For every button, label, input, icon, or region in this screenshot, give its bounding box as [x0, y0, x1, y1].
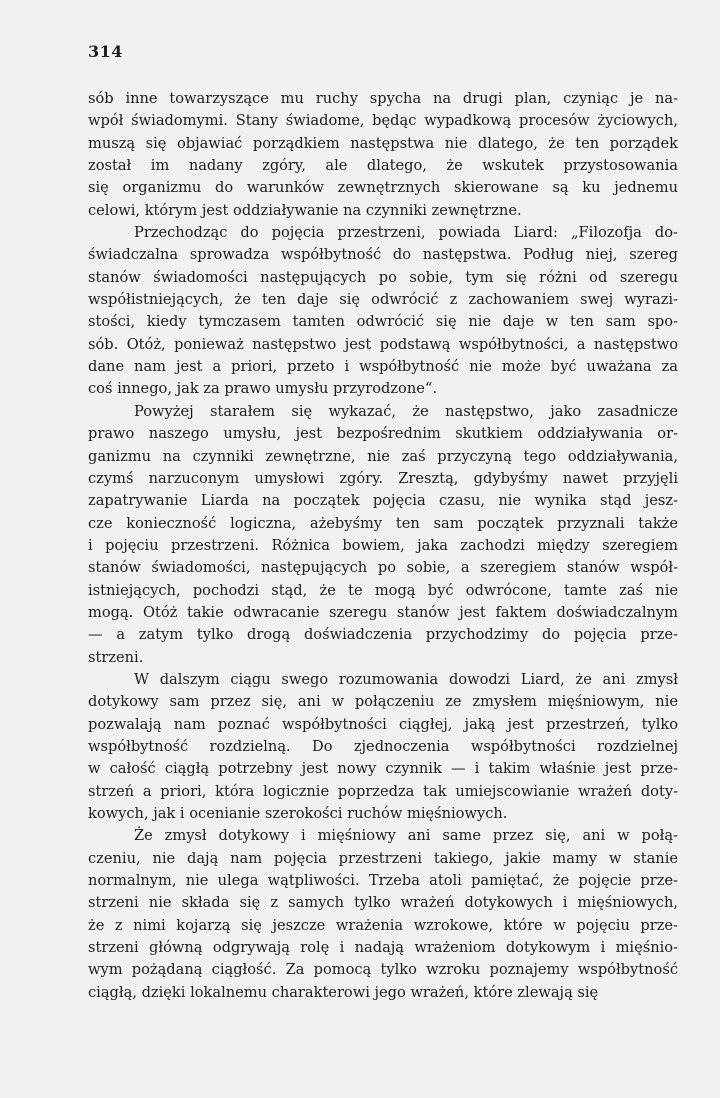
text-line: stanów świadomości, następujących po sobie, a szeregiem stanów współ-	[88, 559, 678, 577]
text-line: się organizmu do warunków zewnętrznych skierowane są ku jednemu	[88, 179, 678, 197]
text-line: istniejących, pochodzi stąd, że te mogą być odwrócone, tamte zaś nie	[88, 581, 678, 599]
text-line: sób inne towarzyszące mu ruchy spycha na drugi plan, czyniąc je na-	[88, 90, 678, 107]
text-line: że z nimi kojarzą się jeszcze wrażenia wzrokowe, które w pojęciu prze-	[88, 916, 678, 934]
text-line: Przechodząc do pojęcia przestrzeni, powiada Liard: „Filozofja do-	[134, 224, 678, 242]
text-line: Że zmysł dotykowy i mięśniowy ani same przez się, ani w połą-	[134, 827, 678, 845]
text-line: stanów świadomości następujących po sobie, tym się różni od szeregu	[88, 268, 678, 286]
text-line: mogą. Otóż takie odwracanie szeregu stanów jest faktem doświadczalnym	[88, 603, 678, 621]
text-line: wpół świadomymi. Stany świadome, będąc wypadkową procesów życiowych,	[88, 112, 678, 130]
text-line: strzeni nie składa się z samych tylko wrażeń dotykowych i mięśniowych,	[88, 894, 678, 912]
text-line: celowi, którym jest oddziaływanie na czynniki zewnętrzne.	[88, 201, 522, 219]
text-line: czymś narzuconym umysłowi zgóry. Zresztą, gdybyśmy nawet przyjęli	[88, 469, 678, 487]
text-line: dotykowy sam przez się, ani w połączeniu ze zmysłem mięśniowym, nie	[88, 693, 678, 711]
text-line: zapatrywanie Liarda na początek pojęcia czasu, nie wynika stąd jesz-	[88, 492, 678, 510]
text-line: cze konieczność logiczna, ażebyśmy ten sam początek przyznali także	[88, 514, 678, 532]
text-line: ganizmu na czynniki zewnętrzne, nie zaś przyczyną tego oddziaływania,	[88, 447, 678, 465]
text-line: W dalszym ciągu swego rozumowania dowodzi Liard, że ani zmysł	[134, 670, 678, 688]
text-line: prawo naszego umysłu, jest bezpośrednim skutkiem oddziaływania or-	[88, 425, 678, 443]
text-line: normalnym, nie ulega wątpliwości. Trzeba atoli pamiętać, że pojęcie prze-	[88, 872, 678, 890]
text-line: coś innego, jak za prawo umysłu przyrodzone“.	[88, 380, 437, 398]
text-line: dane nam jest a priori, przeto i współbytność nie może być uważana za	[88, 358, 678, 376]
body-text	[88, 88, 678, 1004]
text-line: pozwalają nam poznać współbytności ciągłej, jaką jest przestrzeń, tylko	[88, 715, 678, 733]
text-line: strzeni główną odgrywają rolę i nadają wrażeniom dotykowym i mięśnio-	[88, 939, 678, 957]
text-line: strzeni.	[88, 648, 144, 666]
text-line: sób. Otóż, ponieważ następstwo jest podstawą współbytności, a następstwo	[88, 335, 678, 353]
text-line: i pojęciu przestrzeni. Różnica bowiem, jaka zachodzi między szeregiem	[88, 536, 678, 554]
text-line: został im nadany zgóry, ale dlatego, że wskutek przystosowania	[88, 157, 678, 175]
text-line: muszą się objawiać porządkiem następstwa nie dlatego, że ten porządek	[88, 134, 678, 152]
text-line: Powyżej starałem się wykazać, że następstwo, jako zasadnicze	[134, 402, 678, 420]
text-line: współbytność rozdzielną. Do zjednoczenia współbytności rozdzielnej	[88, 737, 678, 755]
text-line: świadczalna sprowadza współbytność do następstwa. Podług niej, szereg	[88, 246, 678, 264]
text-line: współistniejących, że ten daje się odwrócić z zachowaniem swej wyrazi-	[88, 291, 678, 309]
text-line: wym pożądaną ciągłość. Za pomocą tylko wzroku poznajemy współbytność	[88, 961, 678, 979]
text-line: stości, kiedy tymczasem tamten odwrócić się nie daje w ten sam spo-	[88, 313, 678, 331]
page-number: 314	[88, 42, 123, 61]
text-line: ciągłą, dzięki lokalnemu charakterowi jego wrażeń, które zlewają się	[88, 983, 599, 1001]
text-line: kowych, jak i ocenianie szerokości ruchów mięśniowych.	[88, 805, 508, 822]
text-line: czeniu, nie dają nam pojęcia przestrzeni takiego, jakie mamy w stanie	[88, 849, 678, 867]
text-line: — a zatym tylko drogą doświadczenia przychodzimy do pojęcia prze-	[88, 626, 678, 644]
text-line: strzeń a priori, która logicznie poprzedza tak umiejscowianie wrażeń doty-	[88, 782, 678, 800]
text-line: w całość ciągłą potrzebny jest nowy czynnik — i takim właśnie jest prze-	[88, 760, 678, 778]
